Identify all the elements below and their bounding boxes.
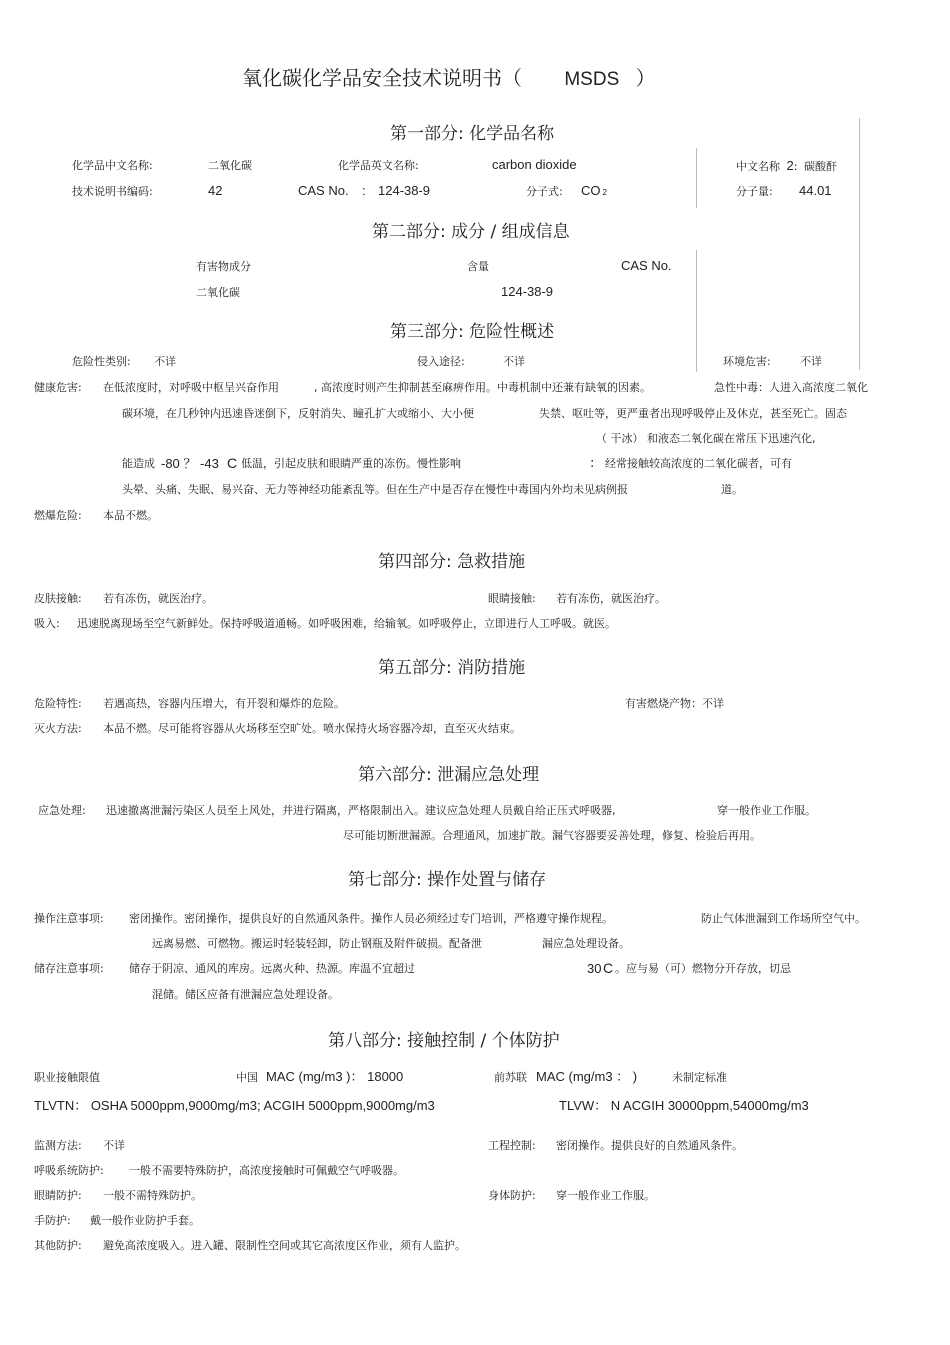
mw-label: 分子量: xyxy=(736,185,773,198)
route-value: 不详 xyxy=(503,355,525,368)
health-line4c: 经常接触较高浓度的二氧化碳者，可有 xyxy=(605,457,792,470)
col-cas: CAS No. xyxy=(621,258,672,273)
inhale-value: 迅速脱离现场至空气新鲜处。保持呼吸道通畅。如呼吸困难，给输氧。如呼吸停止，立即进行人工呼吸。就医。 xyxy=(77,617,616,630)
hand-protect-label: 手防护: xyxy=(34,1214,71,1227)
respiratory-label: 呼吸系统防护: xyxy=(34,1164,104,1177)
other-protect-value: 避免高浓度吸入。进入罐、限制性空间或其它高浓度区作业，须有人监护。 xyxy=(103,1239,466,1252)
hazard-cat-label: 危险性类别: xyxy=(72,355,131,368)
col-content: 含量 xyxy=(467,260,489,273)
extinguish-value: 本品不燃。尽可能将容器从火场移至空旷处。喷水保持火场容器冷却，直至灭火结束。 xyxy=(103,722,521,735)
section3-heading: 第三部分: 危险性概述 xyxy=(390,322,555,342)
ussr-mac: MAC (mg/m3 ： ) xyxy=(536,1069,638,1084)
body-protect-label: 身体防护: xyxy=(488,1189,536,1202)
health-line4a: 能造成 xyxy=(122,457,155,470)
health-line2b: 失禁、呕吐等，更严重者出现呼吸停止及休克，甚至死亡。固态 xyxy=(539,407,847,420)
operation-line1a: 密闭操作。密闭操作，提供良好的自然通风条件。操作人员必须经过专门培训，严格遵守操作规程。 xyxy=(129,912,613,925)
storage-line1b: 。应与易（可）燃物分开存放，切忌 xyxy=(615,962,791,975)
divider-right xyxy=(859,118,860,370)
skin-label: 皮肤接触: xyxy=(34,592,82,605)
china-label: 中国 xyxy=(236,1071,258,1084)
mw-value: 44.01 xyxy=(799,183,832,198)
health-line1b: , 高浓度时则产生抑制甚至麻痹作用。中毒机制中还兼有缺氧的因素。 xyxy=(314,381,651,394)
section2-heading: 第二部分: 成分 / 组成信息 xyxy=(372,222,570,242)
env-value: 不详 xyxy=(800,355,822,368)
operation-line1b: 防止气体泄漏到工作场所空气中。 xyxy=(701,912,866,925)
cas-value: 124-38-9 xyxy=(378,183,431,198)
env-label: 环境危害: xyxy=(723,355,771,368)
operation-line2a: 远离易燃、可燃物。搬运时轻装轻卸，防止钢瓶及附件破损。配备泄 xyxy=(152,937,482,950)
formula-label: 分子式: xyxy=(526,185,563,198)
en-name-label: 化学品英文名称: xyxy=(338,159,419,172)
row-cas: 124-38-9 xyxy=(501,284,554,299)
eye-value: 若有冻伤，就医治疗。 xyxy=(556,592,666,605)
hazard-cat-value: 不详 xyxy=(154,355,176,368)
engineering-label: 工程控制: xyxy=(488,1139,536,1152)
storage-temp: 30 xyxy=(587,961,602,976)
row-ingredient: 二氧化碳 xyxy=(196,286,240,299)
formula-sub: 2 xyxy=(602,188,607,197)
title-cn: 氧化碳化学品安全技术说明书（ xyxy=(242,66,522,90)
operation-label: 操作注意事项: xyxy=(34,912,104,925)
formula-value xyxy=(581,184,607,200)
tlvtn: TLVTN： OSHA 5000ppm,9000mg/m3; ACGIH 5000ppm,9000mg/m3 xyxy=(34,1098,435,1113)
alias-label xyxy=(736,159,837,174)
route-label: 侵入途径: xyxy=(417,355,465,368)
health-line5b: 道。 xyxy=(721,483,743,496)
health-line2a: 碳环境，在几秒钟内迅速昏迷倒下，反射消失、瞳孔扩大或缩小、大小便 xyxy=(122,407,474,420)
ussr-value: 未制定标准 xyxy=(672,1071,727,1084)
health-line4-colon: : xyxy=(590,456,595,471)
cas-label: CAS No. xyxy=(298,183,349,198)
health-line4b: 低温，引起皮肤和眼睛严重的冻伤。慢性影响 xyxy=(241,457,461,470)
storage-line2: 混储。储区应备有泄漏应急处理设备。 xyxy=(152,988,339,1001)
fire-label: 燃爆危险: xyxy=(34,509,82,522)
section1-heading: 第一部分: 化学品名称 xyxy=(390,124,555,144)
emergency-line1a: 迅速撤离泄漏污染区人员至上风处，并进行隔离，严格限制出入。建议应急处理人员戴自给正压式呼吸器, xyxy=(106,804,616,817)
china-mac: MAC (mg/m3 )： 18000 xyxy=(266,1069,404,1084)
emergency-line2: 尽可能切断泄漏源。合理通风，加速扩散。漏气容器要妥善处理，修复、检验后再用。 xyxy=(343,829,761,842)
other-protect-label: 其他防护: xyxy=(34,1239,82,1252)
alias-colon: : xyxy=(793,160,798,173)
eye-protect-value: 一般不需特殊防护。 xyxy=(103,1189,202,1202)
section5-heading: 第五部分: 消防措施 xyxy=(378,658,526,678)
divider-s1 xyxy=(696,148,697,208)
hazard-prop-label: 危险特性: xyxy=(34,697,82,710)
hand-protect-value: 戴一般作业防护手套。 xyxy=(90,1214,200,1227)
respiratory-value: 一般不需要特殊防护，高浓度接触时可佩戴空气呼吸器。 xyxy=(129,1164,404,1177)
emergency-line1b: 穿一般作业工作服。 xyxy=(717,804,816,817)
section8-heading: 第八部分: 接触控制 / 个体防护 xyxy=(328,1031,560,1051)
fire-value: 本品不燃。 xyxy=(103,509,158,522)
divider-s2 xyxy=(696,250,697,372)
health-line5a: 头晕、头痛、失眠、易兴奋、无力等神经功能紊乱等。但在生产中是否存在慢性中毒国内外均未见病例报 xyxy=(122,483,628,496)
section6-heading: 第六部分: 泄漏应急处理 xyxy=(358,765,540,785)
formula-main: CO xyxy=(581,183,601,198)
cas-colon: : xyxy=(362,183,366,198)
extinguish-label: 灭火方法: xyxy=(34,722,82,735)
monitor-label: 监测方法: xyxy=(34,1139,82,1152)
inhale-label: 吸入: xyxy=(34,617,60,630)
hazard-prop-value: 若遇高热，容器内压增大，有开裂和爆炸的危险。 xyxy=(103,697,345,710)
exposure-limit-label: 职业接触限值 xyxy=(34,1071,100,1084)
cn-name-label: 化学品中文名称: xyxy=(72,159,153,172)
body-protect-value: 穿一般作业工作服。 xyxy=(556,1189,655,1202)
code-value: 42 xyxy=(208,183,223,198)
engineering-value: 密闭操作。提供良好的自然通风条件。 xyxy=(556,1139,743,1152)
storage-label: 储存注意事项: xyxy=(34,962,104,975)
combustion-products: 有害燃烧产物：不详 xyxy=(625,697,724,710)
storage-temp-unit: C xyxy=(603,960,614,976)
health-line1c: 急性中毒：人进入高浓度二氧化 xyxy=(714,381,868,394)
title-close: ） xyxy=(635,66,656,90)
en-name-value: carbon dioxide xyxy=(492,157,577,172)
section4-heading: 第四部分: 急救措施 xyxy=(378,552,526,572)
operation-line2b: 漏应急处理设备。 xyxy=(542,937,630,950)
code-label: 技术说明书编码: xyxy=(72,185,153,198)
eye-protect-label: 眼睛防护: xyxy=(34,1189,82,1202)
health-line1a: 在低浓度时，对呼吸中枢呈兴奋作用 xyxy=(103,381,279,394)
tlvw: TLVW： N ACGIH 30000ppm,54000mg/m3 xyxy=(559,1098,809,1113)
ussr-label: 前苏联 xyxy=(494,1071,527,1084)
alias-num: 2 xyxy=(786,158,794,173)
health-temp-unit: C xyxy=(227,455,238,471)
storage-line1a: 储存于阴凉、通风的库房。远离火种、热源。库温不宜超过 xyxy=(129,962,415,975)
emergency-label: 应急处理: xyxy=(38,804,86,817)
section7-heading: 第七部分: 操作处置与储存 xyxy=(348,870,547,890)
alias-value: 碳酸酐 xyxy=(803,160,837,173)
skin-value: 若有冻伤，就医治疗。 xyxy=(103,592,213,605)
alias-label-text: 中文名称 xyxy=(736,160,780,173)
health-temp-range: -80 ？ -43 xyxy=(161,456,219,471)
eye-label: 眼睛接触: xyxy=(488,592,536,605)
col-ingredient: 有害物成分 xyxy=(196,260,251,273)
title-en: MSDS xyxy=(564,69,620,90)
monitor-value: 不详 xyxy=(103,1139,125,1152)
document-title xyxy=(242,66,656,92)
health-line3: （ 干冰） 和液态二氧化碳在常压下迅速汽化, xyxy=(596,432,816,445)
cn-name-value: 二氧化碳 xyxy=(208,159,252,172)
health-label: 健康危害: xyxy=(34,381,82,394)
